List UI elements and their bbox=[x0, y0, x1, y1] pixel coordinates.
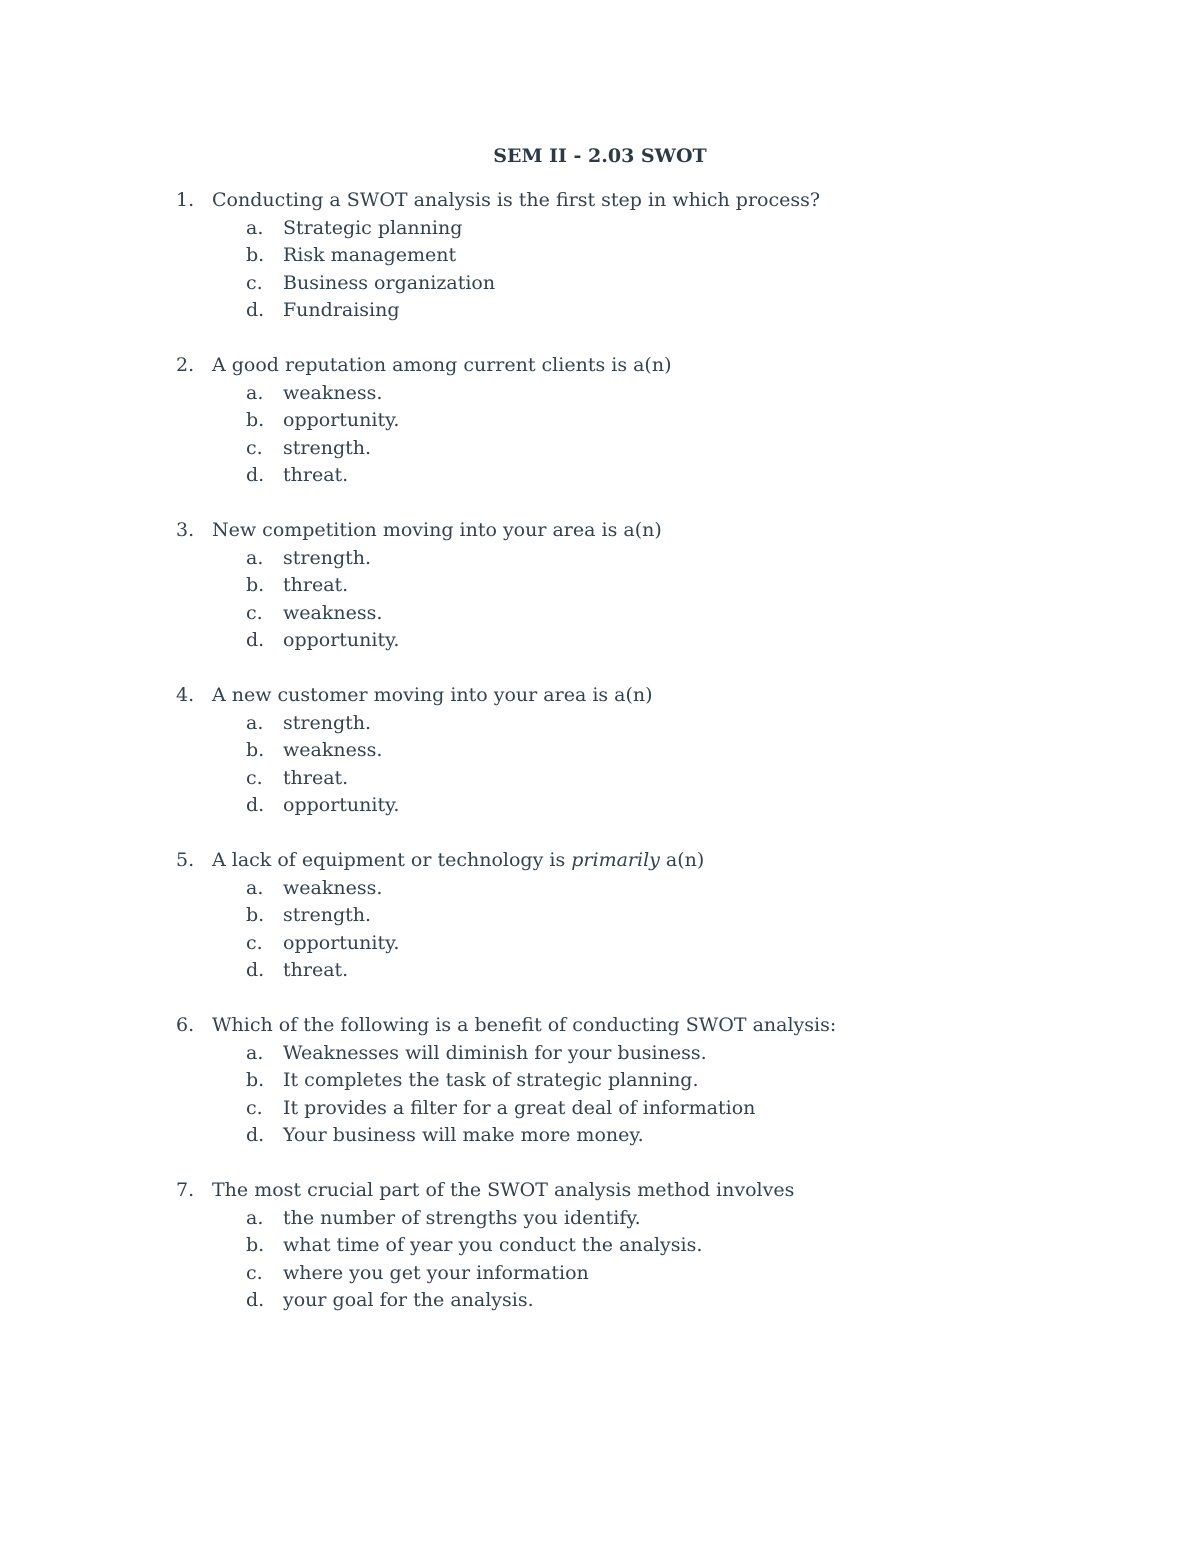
option-letter: b. bbox=[246, 409, 265, 431]
question-3 bbox=[0, 517, 1200, 655]
option-letter: b. bbox=[246, 1069, 265, 1091]
question-number: 3. bbox=[176, 519, 195, 541]
option-letter: d. bbox=[246, 1124, 265, 1146]
option-a bbox=[0, 1040, 1200, 1068]
document-title: SEM II - 2.03 SWOT bbox=[493, 145, 707, 167]
option-text: Fundraising bbox=[283, 299, 400, 321]
option-text: opportunity. bbox=[283, 794, 400, 816]
option-text: strength. bbox=[283, 711, 372, 734]
option-letter: a. bbox=[246, 876, 264, 899]
option-d bbox=[0, 462, 1200, 490]
question-7 bbox=[0, 1177, 1200, 1315]
option-letter: c. bbox=[246, 766, 263, 789]
option-b bbox=[0, 407, 1200, 435]
option-text: Risk management bbox=[283, 244, 457, 266]
question-number: 7. bbox=[176, 1179, 195, 1201]
option-letter: b. bbox=[246, 574, 265, 596]
question-2 bbox=[0, 352, 1200, 490]
question-text: Conducting a SWOT analysis is the first step in which process? bbox=[212, 189, 821, 211]
question-number: 6. bbox=[176, 1014, 195, 1036]
option-letter: a. bbox=[246, 216, 264, 239]
option-letter: c. bbox=[246, 1096, 263, 1119]
option-text: strength. bbox=[283, 904, 372, 926]
option-c bbox=[0, 1095, 1200, 1123]
option-text: weakness. bbox=[283, 739, 383, 761]
question-text: A new customer moving into your area is a(n) bbox=[212, 684, 653, 706]
option-a bbox=[0, 710, 1200, 738]
option-letter: d. bbox=[246, 794, 265, 816]
option-d bbox=[0, 627, 1200, 655]
option-letter: d. bbox=[246, 464, 265, 486]
option-c bbox=[0, 930, 1200, 958]
question-text-emphasis: primarily bbox=[571, 849, 660, 871]
question-1 bbox=[0, 187, 1200, 325]
option-letter: d. bbox=[246, 959, 265, 981]
option-a bbox=[0, 215, 1200, 243]
option-text: It completes the task of strategic planning. bbox=[283, 1069, 699, 1091]
option-b bbox=[0, 1232, 1200, 1260]
question-stem bbox=[0, 682, 1200, 710]
option-text: It provides a filter for a great deal of information bbox=[283, 1096, 756, 1119]
option-text: where you get your information bbox=[283, 1261, 589, 1284]
option-text: weakness. bbox=[283, 381, 383, 404]
option-c bbox=[0, 600, 1200, 628]
option-letter: b. bbox=[246, 244, 265, 266]
option-c bbox=[0, 270, 1200, 298]
option-b bbox=[0, 572, 1200, 600]
question-stem bbox=[0, 187, 1200, 215]
option-c bbox=[0, 435, 1200, 463]
option-text: what time of year you conduct the analysis. bbox=[283, 1234, 703, 1256]
question-text-start: A lack of equipment or technology is bbox=[212, 849, 572, 871]
question-number: 5. bbox=[176, 849, 195, 871]
question-stem bbox=[0, 847, 1200, 875]
option-text: the number of strengths you identify. bbox=[283, 1206, 641, 1229]
option-text: your goal for the analysis. bbox=[283, 1289, 534, 1311]
option-text: Weaknesses will diminish for your business. bbox=[283, 1041, 707, 1064]
option-a bbox=[0, 875, 1200, 903]
option-text: strength. bbox=[283, 436, 372, 459]
option-letter: c. bbox=[246, 271, 263, 294]
option-letter: a. bbox=[246, 546, 264, 569]
option-c bbox=[0, 1260, 1200, 1288]
option-text: strength. bbox=[283, 546, 372, 569]
question-stem bbox=[0, 352, 1200, 380]
option-letter: d. bbox=[246, 629, 265, 651]
question-number: 1. bbox=[176, 189, 195, 211]
question-text bbox=[212, 847, 704, 875]
option-letter: b. bbox=[246, 1234, 265, 1256]
option-d bbox=[0, 1122, 1200, 1150]
option-letter: d. bbox=[246, 299, 265, 321]
option-text: weakness. bbox=[283, 601, 383, 624]
question-4 bbox=[0, 682, 1200, 820]
option-letter: c. bbox=[246, 1261, 263, 1284]
question-stem bbox=[0, 1012, 1200, 1040]
option-letter: a. bbox=[246, 381, 264, 404]
option-letter: c. bbox=[246, 931, 263, 954]
option-letter: c. bbox=[246, 601, 263, 624]
option-text: opportunity. bbox=[283, 931, 400, 954]
question-text-end: a(n) bbox=[659, 849, 705, 871]
option-text: threat. bbox=[283, 464, 349, 486]
question-stem bbox=[0, 517, 1200, 545]
option-text: threat. bbox=[283, 766, 349, 789]
question-text: A good reputation among current clients is a(n) bbox=[212, 354, 672, 376]
option-letter: a. bbox=[246, 711, 264, 734]
question-number: 4. bbox=[176, 684, 195, 706]
option-a bbox=[0, 1205, 1200, 1233]
option-letter: b. bbox=[246, 739, 265, 761]
option-letter: d. bbox=[246, 1289, 265, 1311]
option-b bbox=[0, 242, 1200, 270]
option-letter: a. bbox=[246, 1041, 264, 1064]
question-stem bbox=[0, 1177, 1200, 1205]
option-d bbox=[0, 1287, 1200, 1315]
option-a bbox=[0, 545, 1200, 573]
option-b bbox=[0, 1067, 1200, 1095]
question-text: New competition moving into your area is a(n) bbox=[212, 519, 662, 541]
option-a bbox=[0, 380, 1200, 408]
question-text: Which of the following is a benefit of conducting SWOT analysis: bbox=[212, 1014, 837, 1036]
question-number: 2. bbox=[176, 354, 195, 376]
option-text: opportunity. bbox=[283, 409, 400, 431]
option-text: threat. bbox=[283, 959, 349, 981]
option-text: weakness. bbox=[283, 876, 383, 899]
option-d bbox=[0, 792, 1200, 820]
option-d bbox=[0, 297, 1200, 325]
option-letter: b. bbox=[246, 904, 265, 926]
question-6 bbox=[0, 1012, 1200, 1150]
option-text: Business organization bbox=[283, 271, 496, 294]
question-text: The most crucial part of the SWOT analysis method involves bbox=[212, 1179, 795, 1201]
option-text: Your business will make more money. bbox=[283, 1124, 644, 1146]
option-d bbox=[0, 957, 1200, 985]
question-5 bbox=[0, 847, 1200, 985]
option-b bbox=[0, 737, 1200, 765]
option-letter: c. bbox=[246, 436, 263, 459]
option-text: opportunity. bbox=[283, 629, 400, 651]
option-c bbox=[0, 765, 1200, 793]
option-text: threat. bbox=[283, 574, 349, 596]
option-b bbox=[0, 902, 1200, 930]
option-text: Strategic planning bbox=[283, 216, 463, 239]
option-letter: a. bbox=[246, 1206, 264, 1229]
